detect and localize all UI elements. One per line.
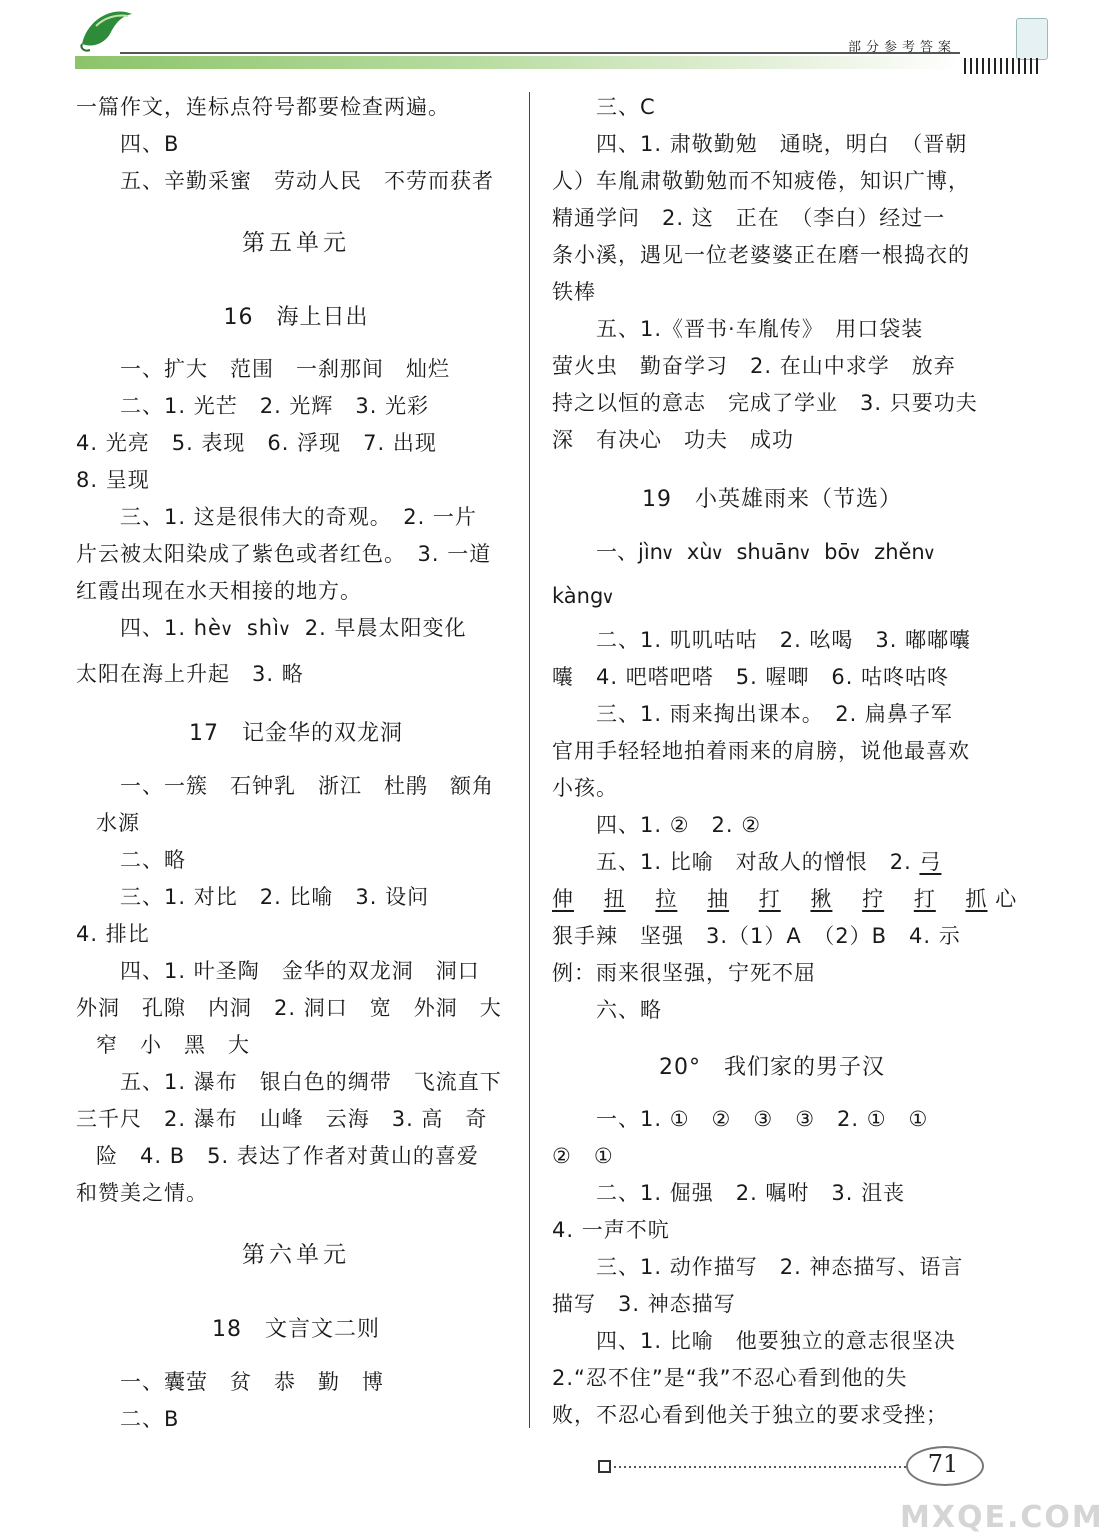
underlined-verb: 弓 (919, 850, 942, 874)
answer-line: 狠手辣 坚强 3.（1）A （2）B 4. 示 (552, 924, 961, 948)
pinyin-answer: shuān (736, 540, 801, 564)
answer-line: 二、略 (120, 848, 186, 872)
answer-line: 六、略 (596, 998, 662, 1022)
answer-line: 四、1. 肃敬勤勉 通晓，明白 （晋朝 (596, 132, 968, 156)
answer-line: 二、B (120, 1407, 180, 1431)
answer-text: 五、1. 比喻 对敌人的憎恨 2. (596, 850, 912, 874)
pinyin-answer: zhěn (874, 540, 925, 564)
answer-line: 三、C (596, 95, 656, 119)
unit-heading: 第五单元 (242, 230, 350, 256)
answer-line: 精通学问 2. 这 正在 （李白）经过一 (552, 206, 946, 230)
check-mark-icon: ∨ (219, 619, 234, 640)
answer-line (552, 582, 621, 612)
lesson-title: 18 文言文二则 (212, 1317, 380, 1342)
answer-line (120, 614, 467, 644)
answer-line: 三、1. 这是很伟大的奇观。 2. 一片 (120, 505, 477, 529)
answer-line: 描写 3. 神态描写 (552, 1292, 736, 1316)
answer-line: 三、1. 动作描写 2. 神态描写、语言 (596, 1255, 964, 1279)
answer-line: 外洞 孔隙 内洞 2. 洞口 宽 外洞 大 (76, 996, 502, 1020)
answer-line: 一、囊萤 贫 恭 勤 博 (120, 1370, 384, 1394)
answer-line: 太阳在海上升起 3. 略 (76, 662, 304, 686)
answer-line: 二、1. 叽叽咕咕 2. 吆喝 3. 嘟嘟囔 (596, 628, 972, 652)
answer-line (596, 538, 942, 568)
answer-line: 四、1. 叶圣陶 金华的双龙洞 洞口 (120, 959, 480, 983)
answer-text: 心 (995, 887, 1018, 911)
lesson-title: 16 海上日出 (223, 305, 369, 330)
answer-text: 2. 早晨太阳变化 (304, 616, 467, 640)
check-mark-icon: ∨ (601, 587, 615, 608)
lesson-title: 19 小英雄雨来（节选） (642, 487, 902, 512)
answer-line: 五、辛勤采蜜 劳动人民 不劳而获者 (120, 169, 494, 193)
answer-line: 囔 4. 吧嗒吧嗒 5. 喔唧 6. 咕咚咕咚 (552, 665, 950, 689)
underlined-verb: 扭 (603, 887, 626, 911)
pinyin-answer: kàng (552, 584, 604, 608)
answer-line: 8. 呈现 (76, 468, 150, 492)
answer-line: 4. 排比 (76, 922, 150, 946)
page-number: 71 (927, 1450, 959, 1478)
answer-line: 窄 小 黑 大 (96, 1033, 250, 1057)
answer-line: 五、1. 瀑布 银白色的绸带 飞流直下 (120, 1070, 502, 1094)
section-label: 部分参考答案 (848, 40, 957, 55)
check-mark-icon: ∨ (798, 543, 812, 564)
header-rule (120, 52, 960, 54)
underlined-verb: 打 (913, 887, 936, 911)
underlined-verb: 打 (758, 887, 781, 911)
answer-line: 三、1. 雨来掏出课本。 2. 扁鼻子军 (596, 702, 953, 726)
answer-line: 人）车胤肃敬勤勉而不知疲倦，知识广博， (552, 169, 970, 193)
answer-line: 片云被太阳染成了紫色或者红色。 3. 一道 (76, 542, 492, 566)
lesson-title: 17 记金华的双龙洞 (189, 721, 403, 746)
answer-line: 一、扩大 范围 一刹那间 灿烂 (120, 357, 450, 381)
lesson-title: 20° 我们家的男子汉 (659, 1055, 885, 1080)
pinyin-answer: 一、jìn (596, 540, 663, 564)
answer-line: 五、1.《晋书·车胤传》 用口袋装 (596, 317, 924, 341)
answer-line: 四、1. 比喻 他要独立的意志很坚决 (596, 1329, 956, 1353)
answer-line: 深 有决心 功夫 成功 (552, 428, 794, 452)
answer-line (552, 885, 1017, 913)
site-watermark: MXQE.COM (900, 1500, 1104, 1535)
answer-line: 二、1. 光芒 2. 光辉 3. 光彩 (120, 394, 430, 418)
answer-line: 二、1. 倔强 2. 嘱咐 3. 沮丧 (596, 1181, 906, 1205)
answer-line: 一、一簇 石钟乳 浙江 杜鹃 额角 (120, 774, 494, 798)
answer-line: 2.“忍不住”是“我”不忍心看到他的失 (552, 1366, 908, 1390)
column-divider (529, 92, 530, 1428)
check-mark-icon: ∨ (848, 543, 862, 564)
answer-line: 铁棒 (552, 280, 596, 304)
check-mark-icon: ∨ (922, 543, 936, 564)
check-mark-icon: ∨ (277, 619, 292, 640)
underlined-verb: 抽 (707, 887, 730, 911)
check-mark-icon: ∨ (710, 543, 724, 564)
corner-decoration (1016, 18, 1048, 60)
answer-line (596, 848, 941, 876)
underlined-verb: 伸 (552, 887, 574, 911)
answer-line: 三千尺 2. 瀑布 山峰 云海 3. 高 奇 (76, 1107, 488, 1131)
answer-line: 4. 光亮 5. 表现 6. 浮现 7. 出现 (76, 431, 437, 455)
pinyin-answer: bō (824, 540, 851, 564)
answer-line: 四、1. ② 2. ② (596, 813, 762, 837)
answer-line: 4. 一声不吭 (552, 1218, 670, 1242)
check-mark-icon: ∨ (660, 543, 675, 564)
answer-line: 四、B (120, 132, 180, 156)
footer-dotted-rule (614, 1466, 906, 1468)
answer-text: shì (246, 616, 280, 640)
underlined-verb: 拧 (862, 887, 885, 911)
answer-line: 一篇作文，连标点符号都要检查两遍。 (76, 95, 450, 119)
answer-line: 小孩。 (552, 776, 618, 800)
answer-line: 萤火虫 勤奋学习 2. 在山中求学 放弃 (552, 354, 956, 378)
answer-line: 险 4. B 5. 表达了作者对黄山的喜爱 (96, 1144, 479, 1168)
answer-line: ② ① (552, 1144, 614, 1168)
answer-line: 水源 (96, 811, 140, 835)
answer-line: 官用手轻轻地拍着雨来的肩膀，说他最喜欢 (552, 739, 970, 763)
answer-line: 条小溪，遇见一位老婆婆正在磨一根捣衣的 (552, 243, 970, 267)
answer-line: 败，不忍心看到他关于独立的要求受挫； (552, 1403, 948, 1427)
barcode-decoration (964, 58, 1042, 74)
header-gradient-band (75, 56, 960, 69)
footer-square-icon (598, 1460, 611, 1473)
answer-text: 四、1. hè (120, 616, 222, 640)
underlined-verb: 拉 (655, 887, 678, 911)
answer-line: 和赞美之情。 (76, 1181, 208, 1205)
underlined-verb: 揪 (810, 887, 833, 911)
answer-line: 持之以恒的意志 完成了学业 3. 只要功夫 (552, 391, 978, 415)
answer-line: 例：雨来很坚强，宁死不屈 (552, 961, 816, 985)
answer-line: 红霞出现在水天相接的地方。 (76, 579, 362, 603)
pinyin-answer: xù (686, 540, 713, 564)
underlined-verb: 抓 (965, 887, 988, 911)
answer-line: 三、1. 对比 2. 比喻 3. 设问 (120, 885, 430, 909)
answer-line: 一、1. ① ② ③ ③ 2. ① ① (596, 1107, 929, 1131)
unit-heading: 第六单元 (242, 1242, 350, 1268)
leaf-logo-icon (74, 4, 136, 56)
